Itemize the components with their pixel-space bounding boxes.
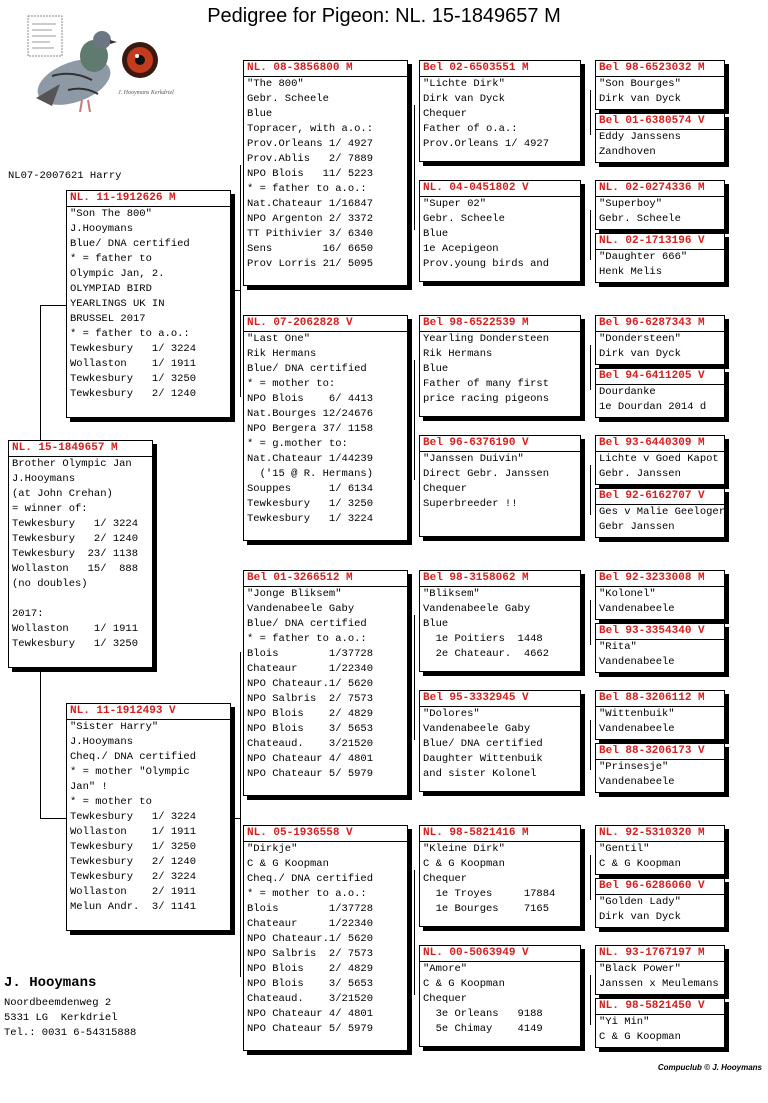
pedigree-line: NPO Blois 2/ 4829 (247, 963, 374, 975)
gggp-card-9[interactable] (595, 570, 725, 620)
pedigree-line: Vandenabeele Gaby (423, 603, 531, 615)
gggp-ring: Bel 93-6440309 M (596, 436, 724, 452)
breeder-street: Noordbeemdenweg 2 (4, 997, 112, 1009)
gggp-card-14[interactable] (595, 878, 725, 928)
pedigree-line: "Last One" (247, 333, 311, 345)
pedigree-line: * = g.mother to: (247, 438, 348, 450)
pedigree-line: Prov.Orleans 1/ 4927 (423, 138, 550, 150)
ggp-card-7[interactable] (419, 825, 581, 927)
pedigree-line: Cheq./ DNA certified (247, 873, 374, 885)
gggp-card-10[interactable] (595, 623, 725, 673)
pedigree-line: "Kolonel" (599, 588, 656, 600)
pedigree-line: ('15 @ R. Hermans) (247, 468, 374, 480)
pedigree-line: Henk Melis (599, 266, 663, 278)
pedigree-line: C & G Koopman (423, 858, 505, 870)
pedigree-line: NPO Blois 3/ 5653 (247, 723, 374, 735)
pedigree-line: 1e Bourges 7165 (423, 903, 550, 915)
pedigree-line: NPO Blois 3/ 5653 (247, 978, 374, 990)
pedigree-line: Topracer, with a.o.: (247, 123, 374, 135)
pedigree-line: Wollaston 2/ 1911 (70, 886, 197, 898)
breeder-name: J. Hooymans (4, 975, 97, 991)
gggp-card-5[interactable] (595, 315, 725, 365)
pedigree-line: NPO Salbris 2/ 7573 (247, 693, 374, 705)
gggp-ring: Bel 93-3354340 V (596, 624, 724, 640)
gp-card-3[interactable] (243, 570, 408, 796)
pedigree-line: * = mother to: (247, 378, 336, 390)
pedigree-line: 3e Orleans 9188 (423, 1008, 543, 1020)
ggp-card-8[interactable] (419, 945, 581, 1047)
pedigree-line: Blue/ DNA certified (70, 238, 190, 250)
pedigree-line: Prov Lorris 21/ 5095 (247, 258, 374, 270)
gggp-card-6[interactable] (595, 368, 725, 418)
pedigree-line: Tewkesbury 1/ 3224 (247, 513, 374, 525)
pedigree-line: Blue/ DNA certified (247, 363, 367, 375)
pedigree-line: "The 800" (247, 78, 304, 90)
pedigree-line: 1e Poitiers 1448 (423, 633, 543, 645)
pedigree-line: "Gentil" (599, 843, 650, 855)
pedigree-line: "Daughter 666" (599, 251, 688, 263)
gggp-card-7[interactable] (595, 435, 725, 485)
gp-ring: NL. 07-2062828 V (244, 316, 407, 332)
pedigree-line: * = mother to (70, 796, 152, 808)
pedigree-line: Tewkesbury 23/ 1138 (12, 548, 139, 560)
pedigree-line: Vandenabeele (599, 723, 675, 735)
pedigree-line: "Super 02" (423, 198, 487, 210)
subject-card[interactable] (8, 440, 153, 668)
pedigree-line: Lichte v Goed Kapot (599, 453, 719, 465)
gp-card-2[interactable] (243, 315, 408, 541)
pedigree-line: Gebr. Scheele (423, 213, 505, 225)
pedigree-line: Souppes 1/ 6134 (247, 483, 374, 495)
pedigree-line: Wollaston 1/ 1911 (70, 826, 197, 838)
gggp-ring: Bel 88-3206112 M (596, 691, 724, 707)
pedigree-line: Blue (423, 618, 449, 630)
pedigree-line: Blue (247, 108, 273, 120)
gggp-card-4[interactable] (595, 233, 725, 283)
ggp-ring: NL. 00-5063949 V (420, 946, 580, 962)
pedigree-line: Vandenabeele Gaby (423, 723, 531, 735)
pedigree-line: Gebr. Scheele (599, 213, 681, 225)
pedigree-line: Gebr. Scheele (247, 93, 329, 105)
pedigree-line: Prov.Orleans 1/ 4927 (247, 138, 374, 150)
pedigree-line: C & G Koopman (599, 858, 681, 870)
pedigree-line: "Janssen Duivin" (423, 453, 524, 465)
gggp-ring: Bel 94-6411205 V (596, 369, 724, 385)
pedigree-line: Blue/ DNA certified (423, 738, 543, 750)
pedigree-line: J.Hooymans (70, 736, 134, 748)
pedigree-line: TT Pithivier 3/ 6340 (247, 228, 374, 240)
pedigree-line: Sens 16/ 6650 (247, 243, 374, 255)
gp-ring: Bel 01-3266512 M (244, 571, 407, 587)
pedigree-line: Tewkesbury 1/ 3250 (12, 638, 139, 650)
ggp-card-3[interactable] (419, 315, 581, 417)
gggp-ring: NL. 02-0274336 M (596, 181, 724, 197)
pedigree-line: "Lichte Dirk" (423, 78, 505, 90)
pedigree-line: Chequer (423, 483, 468, 495)
pedigree-line: * = father to a.o.: (247, 183, 367, 195)
credit: Compuclub © J. Hooymans (657, 1063, 762, 1072)
subject-ring: NL. 15-1849657 M (9, 441, 152, 457)
pedigree-line: "Yi Min" (599, 1016, 650, 1028)
pedigree-line: Tewkesbury 2/ 1240 (70, 388, 197, 400)
pedigree-line: Dirk van Dyck (599, 348, 681, 360)
pedigree-line: Vandenabeele Gaby (247, 603, 355, 615)
pedigree-line: Prov.Ablis 2/ 7889 (247, 153, 374, 165)
gggp-ring: NL. 93-1767197 M (596, 946, 724, 962)
pedigree-line: Blois 1/37728 (247, 648, 374, 660)
ggp-ring: NL. 04-0451802 V (420, 181, 580, 197)
gggp-ring: Bel 98-6523032 M (596, 61, 724, 77)
gggp-ring: Bel 01-6380574 V (596, 114, 724, 130)
gggp-card-8[interactable] (595, 488, 725, 538)
gggp-ring: NL. 02-1713196 V (596, 234, 724, 250)
pedigree-line: Superbreeder !! (423, 498, 518, 510)
pedigree-line: "Jonge Bliksem" (247, 588, 342, 600)
pedigree-line: "Sister Harry" (70, 721, 159, 733)
pedigree-line: NPO Salbris 2/ 7573 (247, 948, 374, 960)
pedigree-line: Melun Andr. 3/ 1141 (70, 901, 197, 913)
pedigree-line: "Amore" (423, 963, 468, 975)
pedigree-line: Tewkesbury 1/ 3224 (12, 518, 139, 530)
pedigree-line: Daughter Wittenbuik (423, 753, 543, 765)
pedigree-line: Rik Hermans (423, 348, 493, 360)
pedigree-line: Chateaur 1/22340 (247, 918, 374, 930)
ggp-ring: Bel 95-3332945 V (420, 691, 580, 707)
pedigree-line: = winner of: (12, 503, 88, 515)
pedigree-line: 2e Chateaur. 4662 (423, 648, 550, 660)
pedigree-line: "Dolores" (423, 708, 480, 720)
pedigree-line: J.Hooymans (12, 473, 76, 485)
pedigree-line: Tewkesbury 2/ 3224 (70, 871, 197, 883)
pedigree-line: OLYMPIAD BIRD (70, 283, 152, 295)
logo-caption: J. Hooymans Kerkdriel (118, 90, 174, 96)
pedigree-line: "Wittenbuik" (599, 708, 675, 720)
pedigree-line: "Superboy" (599, 198, 663, 210)
pedigree-line: Yearling Dondersteen (423, 333, 550, 345)
pedigree-line: "Son The 800" (70, 208, 152, 220)
pedigree-line: Father of many first (423, 378, 550, 390)
pedigree-line: Nat.Chateaur 1/44239 (247, 453, 374, 465)
pedigree-line: NPO Blois 11/ 5223 (247, 168, 374, 180)
pedigree-line: Chateaur 1/22340 (247, 663, 374, 675)
ggp-card-1[interactable] (419, 60, 581, 162)
pedigree-line: "Dondersteen" (599, 333, 681, 345)
gp-card-4[interactable] (243, 825, 408, 1051)
gp-ring: NL. 05-1936558 V (244, 826, 407, 842)
pedigree-line: Gebr Janssen (599, 521, 675, 533)
pedigree-line: J.Hooymans (70, 223, 134, 235)
pedigree-line: Blue (423, 228, 449, 240)
dam-ring: NL. 11-1912493 V (67, 704, 230, 720)
pedigree-line: Rik Hermans (247, 348, 317, 360)
gp-ring: NL. 08-3856800 M (244, 61, 407, 77)
pedigree-line: NPO Chateaur.1/ 5620 (247, 933, 374, 945)
pedigree-line: C & G Koopman (423, 978, 505, 990)
pigeon-logo (22, 14, 174, 120)
page-title: Pedigree for Pigeon: NL. 15-1849657 M (207, 5, 561, 27)
pedigree-line: 2017: (12, 608, 44, 620)
pedigree-line: Dirk van Dyck (423, 93, 505, 105)
pedigree-line: Chequer (423, 108, 468, 120)
gggp-ring: Bel 96-6286060 V (596, 879, 724, 895)
ggp-card-6[interactable] (419, 690, 581, 792)
gggp-card-2[interactable] (595, 113, 725, 163)
pedigree-line: C & G Koopman (247, 858, 329, 870)
gggp-ring: Bel 96-6287343 M (596, 316, 724, 332)
pedigree-line: C & G Koopman (599, 1031, 681, 1043)
gggp-card-11[interactable] (595, 690, 725, 740)
ggp-card-5[interactable] (419, 570, 581, 672)
pedigree-line: Nat.Chateaur 1/16847 (247, 198, 374, 210)
pedigree-line: price racing pigeons (423, 393, 550, 405)
pedigree-line: Vandenabeele (599, 603, 675, 615)
breeder-phone: Tel.: 0031 6-54315888 (4, 1027, 137, 1039)
pedigree-line: (at John Crehan) (12, 488, 113, 500)
pedigree-line: NPO Chateaur.1/ 5620 (247, 678, 374, 690)
pedigree-line (9, 592, 152, 607)
pedigree-line: Tewkesbury 2/ 1240 (70, 856, 197, 868)
pedigree-line: Vandenabeele (599, 656, 675, 668)
pedigree-line: Blue/ DNA certified (247, 618, 367, 630)
pedigree-line: Chequer (423, 873, 468, 885)
pedigree-line: NPO Chateaur 4/ 4801 (247, 1008, 374, 1020)
pedigree-line: "Golden Lady" (599, 896, 681, 908)
pedigree-line: NPO Bergera 37/ 1158 (247, 423, 374, 435)
pedigree-line: "Bliksem" (423, 588, 480, 600)
pedigree-line: Tewkesbury 1/ 3250 (247, 498, 374, 510)
pedigree-line: * = father to a.o.: (70, 328, 190, 340)
pedigree-line: Tewkesbury 1/ 3250 (70, 841, 197, 853)
pedigree-line: Dirk van Dyck (599, 93, 681, 105)
pedigree-line: Zandhoven (599, 146, 656, 158)
pedigree-line: Tewkesbury 1/ 3224 (70, 811, 197, 823)
gggp-ring: Bel 92-6162707 V (596, 489, 724, 505)
ggp-card-4[interactable] (419, 435, 581, 537)
pedigree-line: "Rita" (599, 641, 637, 653)
pedigree-line: NPO Blois 6/ 4413 (247, 393, 374, 405)
gggp-card-16[interactable] (595, 998, 725, 1048)
pedigree-line: Father of o.a.: (423, 123, 518, 135)
pedigree-line: Tewkesbury 1/ 3250 (70, 373, 197, 385)
pedigree-line: "Kleine Dirk" (423, 843, 505, 855)
pedigree-line: Chequer (423, 993, 468, 1005)
gggp-ring: Bel 88-3206173 V (596, 744, 724, 760)
gggp-ring: NL. 92-5310320 M (596, 826, 724, 842)
gggp-card-12[interactable] (595, 743, 725, 793)
gggp-card-3[interactable] (595, 180, 725, 230)
sire-card[interactable] (66, 190, 231, 418)
pedigree-line: Janssen x Meulemans (599, 978, 719, 990)
pedigree-line: NPO Argenton 2/ 3372 (247, 213, 374, 225)
ggp-card-2[interactable] (419, 180, 581, 282)
pedigree-line: Wollaston 15/ 888 (12, 563, 139, 575)
pedigree-line: * = mother "Olympic (70, 766, 190, 778)
sire-ring: NL. 11-1912626 M (67, 191, 230, 207)
pedigree-line: Jan" ! (70, 781, 108, 793)
pedigree-line: Wollaston 1/ 1911 (12, 623, 139, 635)
gggp-ring: NL. 98-5821450 V (596, 999, 724, 1015)
gggp-ring: Bel 92-3233008 M (596, 571, 724, 587)
ggp-ring: NL. 98-5821416 M (420, 826, 580, 842)
gggp-card-15[interactable] (595, 945, 725, 995)
pedigree-line: Chateaud. 3/21520 (247, 738, 374, 750)
pedigree-line: * = mother to a.o.: (247, 888, 367, 900)
pedigree-line: YEARLINGS UK IN (70, 298, 165, 310)
harry-label: NL07-2007621 Harry (8, 170, 122, 182)
pedigree-line: "Dirkje" (247, 843, 298, 855)
pedigree-line: NPO Chateaur 5/ 5979 (247, 768, 374, 780)
pedigree-line: Olympic Jan, 2. (70, 268, 165, 280)
pedigree-line: Eddy Janssens (599, 131, 681, 143)
pedigree-line: "Black Power" (599, 963, 681, 975)
pedigree-line: 1e Dourdan 2014 d (599, 401, 707, 413)
dam-card[interactable] (66, 703, 231, 931)
pedigree-line: Wollaston 1/ 1911 (70, 358, 197, 370)
gggp-card-13[interactable] (595, 825, 725, 875)
ggp-ring: Bel 02-6503551 M (420, 61, 580, 77)
pedigree-line: Direct Gebr. Janssen (423, 468, 550, 480)
pedigree-line: Nat.Bourges 12/24676 (247, 408, 374, 420)
pedigree-line: 5e Chimay 4149 (423, 1023, 543, 1035)
ggp-ring: Bel 98-6522539 M (420, 316, 580, 332)
pedigree-line: Cheq./ DNA certified (70, 751, 197, 763)
pedigree-line: Chateaud. 3/21520 (247, 993, 374, 1005)
pedigree-line: Blue (423, 363, 449, 375)
ggp-ring: Bel 96-6376190 V (420, 436, 580, 452)
pedigree-line: NPO Chateaur 5/ 5979 (247, 1023, 374, 1035)
pedigree-line: Gebr. Janssen (599, 468, 681, 480)
pedigree-line: Tewkesbury 2/ 1240 (12, 533, 139, 545)
pedigree-line: Ges v Malie Geeloger (599, 506, 726, 518)
pedigree-line: Tewkesbury 1/ 3224 (70, 343, 197, 355)
pedigree-line: Brother Olympic Jan (12, 458, 132, 470)
pedigree-line: NPO Blois 2/ 4829 (247, 708, 374, 720)
breeder-city: 5331 LG Kerkdriel (4, 1012, 118, 1024)
pedigree-line: and sister Kolonel (423, 768, 537, 780)
pedigree-line: * = father to a.o.: (247, 633, 367, 645)
pedigree-line: 1e Troyes 17884 (423, 888, 556, 900)
pedigree-line: Dirk van Dyck (599, 911, 681, 923)
pedigree-line: Blois 1/37728 (247, 903, 374, 915)
ggp-ring: Bel 98-3158062 M (420, 571, 580, 587)
pedigree-line: Vandenabeele (599, 776, 675, 788)
gggp-card-1[interactable] (595, 60, 725, 110)
pedigree-line: Prov.young birds and (423, 258, 550, 270)
pedigree-line: "Son Bourges" (599, 78, 681, 90)
pedigree-line: 1e Acepigeon (423, 243, 499, 255)
gp-card-1[interactable] (243, 60, 408, 286)
pedigree-line: BRUSSEL 2017 (70, 313, 146, 325)
pedigree-line: NPO Chateaur 4/ 4801 (247, 753, 374, 765)
pedigree-line: Dourdanke (599, 386, 656, 398)
pedigree-line: * = father to (70, 253, 152, 265)
pedigree-line: (no doubles) (12, 578, 88, 590)
pedigree-line: "Prinsesje" (599, 761, 669, 773)
